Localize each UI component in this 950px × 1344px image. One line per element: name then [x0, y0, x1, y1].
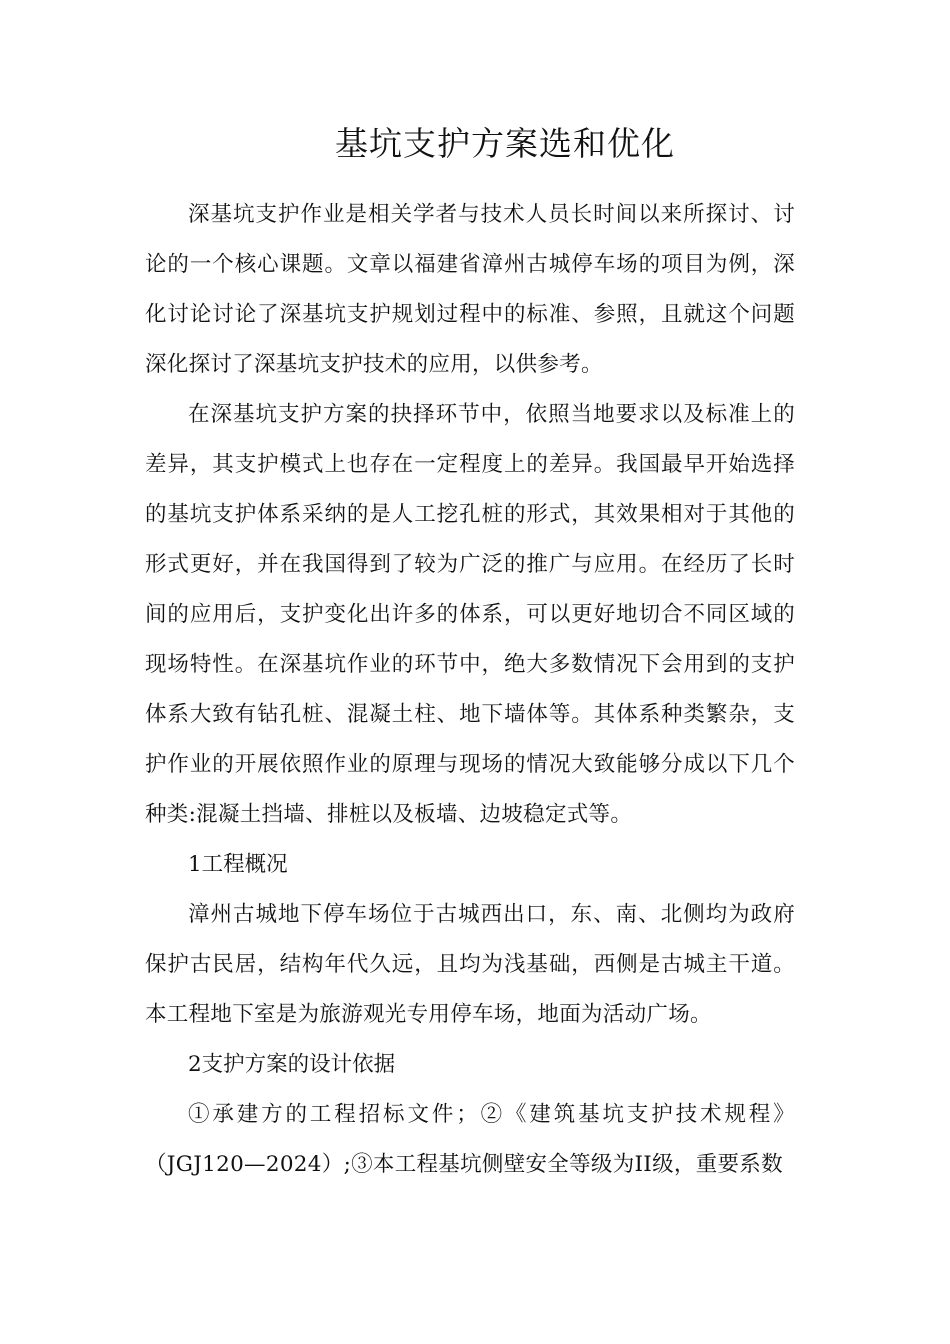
document-title: 基坑支护方案选和优化: [335, 124, 675, 163]
section-heading-project-overview: 1工程概况: [188, 852, 288, 877]
paragraph-support-methods: 在深基坑支护方案的抉择环节中，依照当地要求以及标准上的差异，其支护模式上也存在一定程度上的差异。我国最早开始选择的基坑支护体系采纳的是人工挖孔桩的形式，其效果相对于其他的形式更好，并在我国得到了较为广泛的推广与应用。在经历了长时间的应用后，支护变化出许多的体系，可以更好地切合不同区域的现场特性。在深基坑作业的环节中，绝大多数情况下会用到的支护体系大致有钻孔桩、混凝土柱、地下墙体等。其体系种类繁杂，支护作业的开展依照作业的原理与现场的情况大致能够分成以下几个种类:混凝土挡墙、排桩以及板墙、边坡稳定式等。: [145, 402, 795, 827]
paragraph-design-basis: ①承建方的工程招标文件；②《建筑基坑支护技术规程》（JGJ120—2024）;③本工程基坑侧壁安全等级为II级，重要系数: [145, 1102, 795, 1177]
paragraph-intro: 深基坑支护作业是相关学者与技术人员长时间以来所探讨、讨论的一个核心课题。文章以福建省漳州古城停车场的项目为例，深化讨论讨论了深基坑支护规划过程中的标准、参照，且就这个问题深化探讨了深基坑支护技术的应用，以供参考。: [145, 202, 795, 377]
section-heading-design-basis: 2支护方案的设计依据: [188, 1052, 396, 1077]
document-body: [145, 190, 795, 1190]
paragraph-project-overview: 漳州古城地下停车场位于古城西出口，东、南、北侧均为政府保护古民居，结构年代久远，且均为浅基础，西侧是古城主干道。本工程地下室是为旅游观光专用停车场，地面为活动广场。: [145, 902, 795, 1027]
